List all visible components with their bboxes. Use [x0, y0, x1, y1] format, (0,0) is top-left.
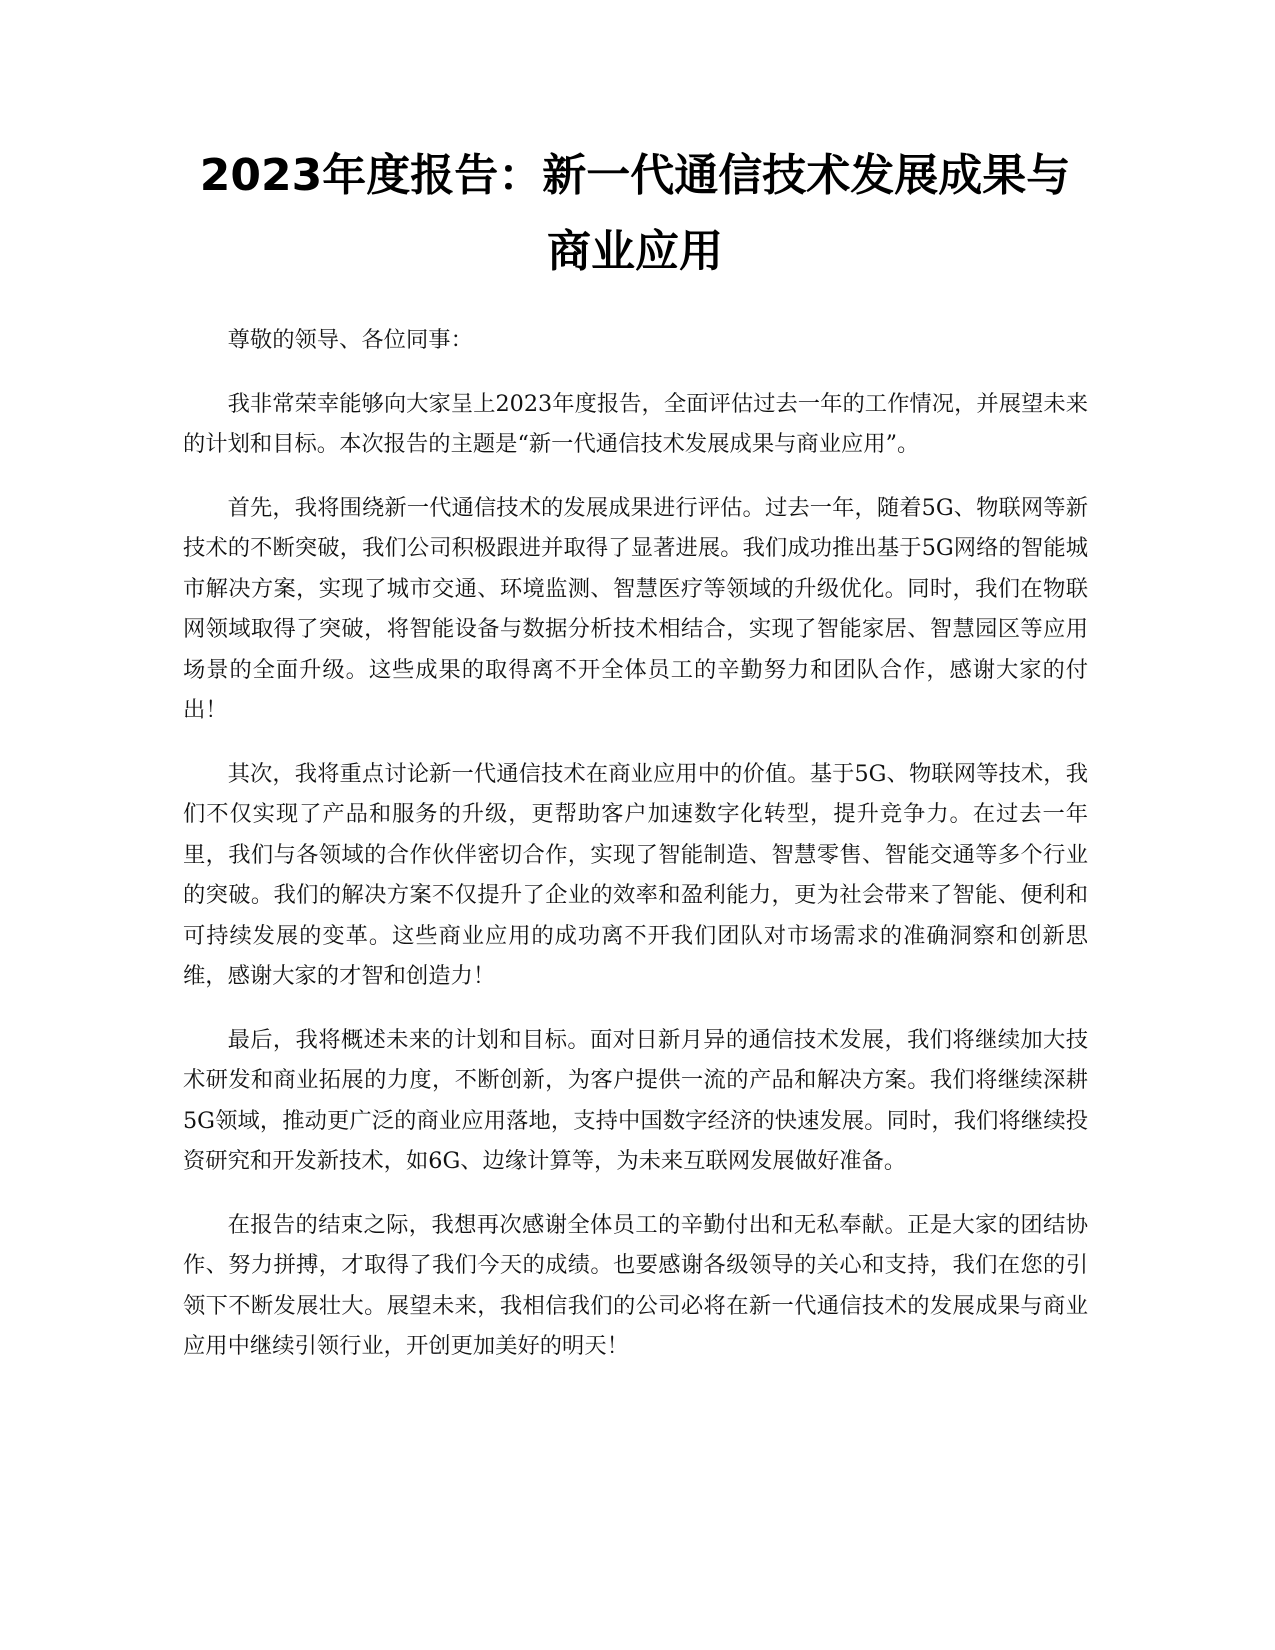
document-body: [183, 320, 1088, 1390]
paragraph-intro: 我非常荣幸能够向大家呈上2023年度报告，全面评估过去一年的工作情况，并展望未来的计划和目标。本次报告的主题是“新一代通信技术发展成果与商业应用”。: [183, 390, 1088, 457]
paragraph-closing: 在报告的结束之际，我想再次感谢全体员工的辛勤付出和无私奉献。正是大家的团结协作、努力拼搏，才取得了我们今天的成绩。也要感谢各级领导的关心和支持，我们在您的引领下不断发展壮大。展望未来，我相信我们的公司必将在新一代通信技术的发展成果与商业应用中继续引领行业，开创更加美好的明天！: [183, 1211, 1088, 1359]
paragraph-achievements: 首先，我将围绕新一代通信技术的发展成果进行评估。过去一年，随着5G、物联网等新技术的不断突破，我们公司积极跟进并取得了显著进展。我们成功推出基于5G网络的智能城市解决方案，实现了城市交通、环境监测、智慧医疗等领域的升级优化。同时，我们在物联网领域取得了突破，将智能设备与数据分析技术相结合，实现了智能家居、智慧园区等应用场景的全面升级。这些成果的取得离不开全体员工的辛勤努力和团队合作，感谢大家的付出！: [183, 494, 1088, 723]
paragraph-future-plans: 最后，我将概述未来的计划和目标。面对日新月异的通信技术发展，我们将继续加大技术研发和商业拓展的力度，不断创新，为客户提供一流的产品和解决方案。我们将继续深耕5G领域，推动更广泛的商业应用落地，支持中国数字经济的快速发展。同时，我们将继续投资研究和开发新技术，如6G、边缘计算等，为未来互联网发展做好准备。: [183, 1026, 1088, 1174]
paragraph-commercial-applications: 其次，我将重点讨论新一代通信技术在商业应用中的价值。基于5G、物联网等技术，我们不仅实现了产品和服务的升级，更帮助客户加速数字化转型，提升竞争力。在过去一年里，我们与各领域的合作伙伴密切合作，实现了智能制造、智慧零售、智能交通等多个行业的突破。我们的解决方案不仅提升了企业的效率和盈利能力，更为社会带来了智能、便利和可持续发展的变革。这些商业应用的成功离不开我们团队对市场需求的准确洞察和创新思维，感谢大家的才智和创造力！: [183, 760, 1088, 989]
document-title: 2023年度报告：新一代通信技术发展成果与商业应用: [199, 150, 1071, 277]
salutation: 尊敬的领导、各位同事：: [227, 327, 473, 353]
